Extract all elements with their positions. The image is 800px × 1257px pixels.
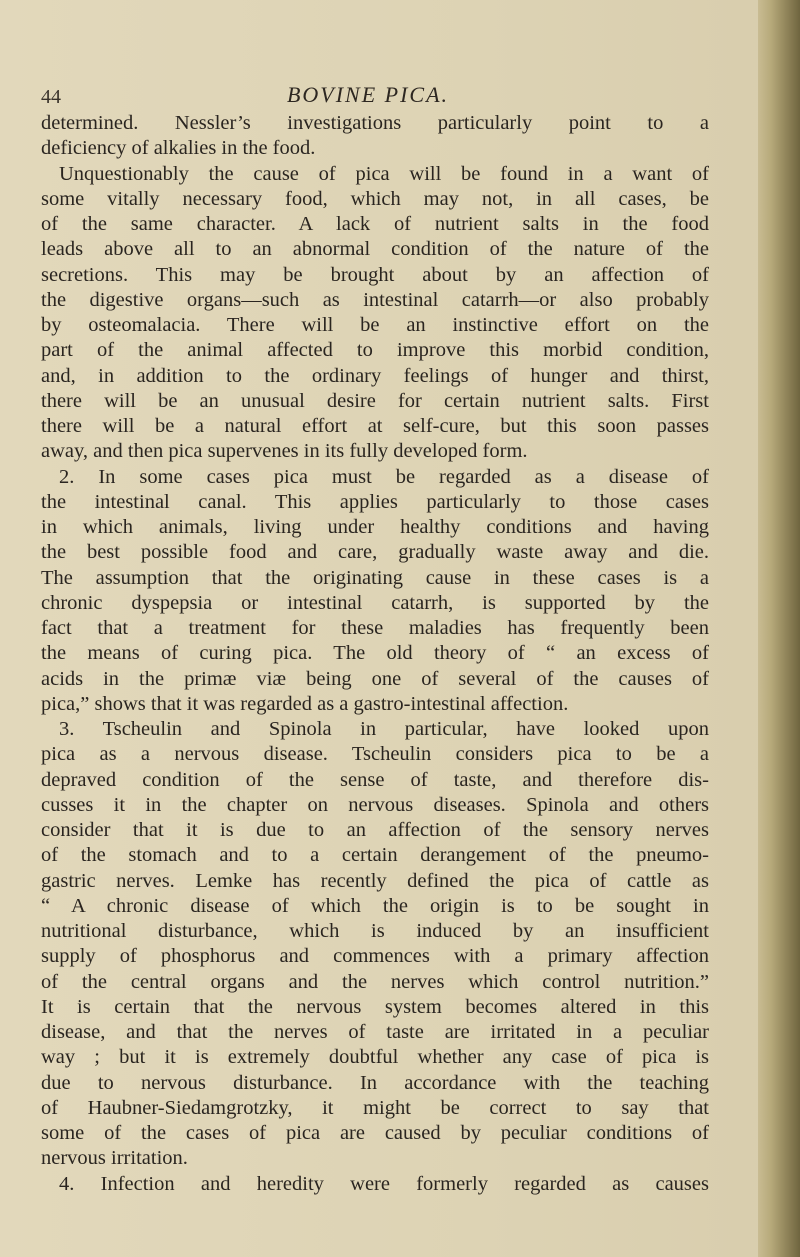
text-line: acids in the primæ viæ being one of several of the causes of [41,667,709,690]
page-header [0,82,760,114]
text-line: of the same character. A lack of nutrient salts in the food [41,213,709,235]
text-line: fact that a treatment for these maladies has frequently been [41,617,709,639]
text-line: deficiency of alkalies in the food. [41,137,316,160]
body-text [41,111,709,1197]
text-line: cusses it in the chapter on nervous diseases. Spinola and others [41,793,709,816]
text-line: way ; but it is extremely doubtful whether any case of pica is [41,1046,709,1069]
text-line: there will be an unusual desire for certain nutrient salts. First [41,389,709,412]
text-line: and, in addition to the ordinary feelings of hunger and thirst, [41,364,709,387]
text-line: away, and then pica supervenes in its fully developed form. [41,440,528,463]
text-line: The assumption that the originating cause in these cases is a [41,566,709,589]
text-line: the digestive organs—such as intestinal catarrh—or also probably [41,288,709,311]
text-line: the best possible food and care, gradually waste away and die. [41,541,709,564]
text-line: of Haubner-Siedamgrotzky, it might be correct to say that [41,1096,709,1119]
text-line: pica as a nervous disease. Tscheulin considers pica to be a [41,743,709,766]
running-head: BOVINE PICA. [286,82,450,107]
text-line: nutritional disturbance, which is induced by an insufficient [41,920,709,942]
text-line: 2. In some cases pica must be regarded as a disease of [59,465,709,488]
text-line: the means of curing pica. The old theory of “ an excess of [41,642,709,665]
text-line: there will be a natural effort at self-cure, but this soon passes [41,415,709,437]
text-line: It is certain that the nervous system becomes altered in this [41,995,709,1018]
text-line: consider that it is due to an affection of the sensory nerves [41,819,709,841]
book-binding-edge [758,0,800,1257]
text-line: determined. Nessler’s investigations particularly point to a [41,112,709,134]
text-line: of the stomach and to a certain derangement of the pneumo- [41,844,709,867]
text-line: gastric nerves. Lemke has recently defined the pica of cattle as [41,869,709,892]
text-line: secretions. This may be brought about by an affection of [41,263,709,286]
text-line: chronic dyspepsia or intestinal catarrh, is supported by the [41,591,709,614]
text-line: by osteomalacia. There will be an instinctive effort on the [41,314,709,336]
text-line: 4. Infection and heredity were formerly regarded as causes [59,1172,709,1195]
text-line: part of the animal affected to improve this morbid condition, [41,339,709,362]
text-line: some vitally necessary food, which may not, in all cases, be [41,187,709,210]
text-line: “ A chronic disease of which the origin is to be sought in [41,894,709,917]
text-line: leads above all to an abnormal condition of the nature of the [41,238,709,261]
text-line: disease, and that the nerves of taste are irritated in a peculiar [41,1021,709,1043]
text-line: nervous irritation. [41,1147,188,1170]
text-line: of the central organs and the nerves which control nutrition.” [41,970,709,993]
text-line: some of the cases of pica are caused by peculiar conditions of [41,1122,709,1144]
text-line: supply of phosphorus and commences with a primary affection [41,945,709,968]
text-line: depraved condition of the sense of taste, and therefore dis- [41,768,709,791]
text-line: Unquestionably the cause of pica will be found in a want of [59,162,709,185]
text-line: due to nervous disturbance. In accordance with the teaching [41,1071,709,1094]
text-line: 3. Tscheulin and Spinola in particular, have looked upon [59,718,709,740]
page-number: 44 [41,86,61,108]
text-line: pica,” shows that it was regarded as a gastro-intestinal affection. [41,692,569,715]
text-line: in which animals, living under healthy conditions and having [41,516,709,538]
text-line: the intestinal canal. This applies particularly to those cases [41,490,709,513]
